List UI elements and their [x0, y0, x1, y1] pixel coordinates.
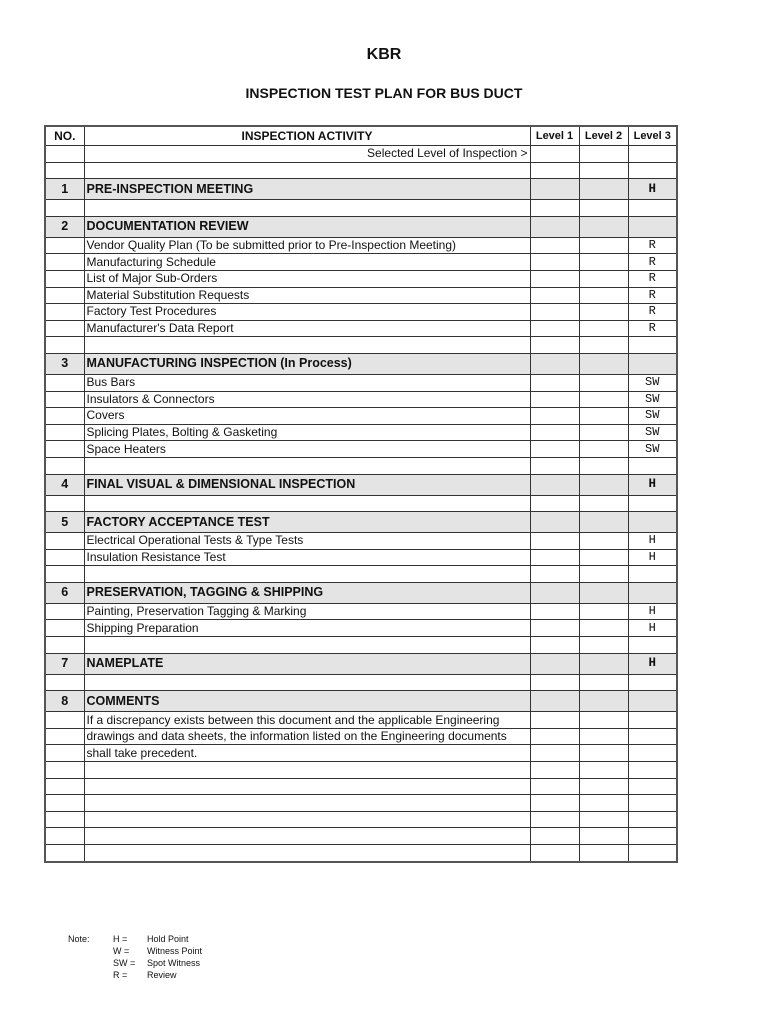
cell-empty [628, 200, 677, 217]
cell-empty [579, 566, 628, 583]
legend-value: Spot Witness [147, 958, 201, 968]
item-text: Shipping Preparation [84, 620, 530, 637]
cell-level3-code: SW [628, 391, 677, 408]
cell-empty [579, 146, 628, 163]
cell-empty [579, 778, 628, 795]
cell-empty [84, 795, 530, 812]
cell-empty [84, 162, 530, 179]
section-row [45, 691, 677, 712]
section-row [45, 653, 677, 674]
blank-row [45, 337, 677, 354]
cell-level3-code [628, 512, 677, 533]
blank-row [45, 828, 677, 845]
section-title: NAMEPLATE [84, 653, 530, 674]
section-row [45, 512, 677, 533]
item-row [45, 712, 677, 729]
cell-level2 [579, 320, 628, 337]
cell-level2 [579, 728, 628, 745]
cell-empty [45, 745, 84, 762]
cell-level3-code: R [628, 254, 677, 271]
cell-empty [45, 712, 84, 729]
cell-empty [628, 146, 677, 163]
cell-empty [530, 200, 579, 217]
cell-empty [579, 162, 628, 179]
cell-level3-code [628, 745, 677, 762]
cell-level1 [530, 216, 579, 237]
section-row [45, 353, 677, 374]
cell-empty [45, 457, 84, 474]
item-row [45, 270, 677, 287]
cell-level2 [579, 179, 628, 200]
item-row [45, 620, 677, 637]
cell-empty [45, 495, 84, 512]
cell-empty [45, 762, 84, 779]
blank-row [45, 495, 677, 512]
cell-empty [628, 337, 677, 354]
blank-row [45, 811, 677, 828]
cell-empty [84, 637, 530, 654]
cell-level3-code: R [628, 287, 677, 304]
cell-level3-code: H [628, 653, 677, 674]
cell-empty [530, 778, 579, 795]
cell-level2 [579, 391, 628, 408]
item-text: Space Heaters [84, 441, 530, 458]
cell-level1 [530, 745, 579, 762]
document-title [0, 85, 768, 101]
cell-level1 [530, 391, 579, 408]
cell-empty [84, 457, 530, 474]
section-number: 6 [45, 582, 84, 603]
cell-level1 [530, 474, 579, 495]
column-header-no: NO. [45, 126, 84, 146]
item-row [45, 533, 677, 550]
item-text: Bus Bars [84, 374, 530, 391]
cell-empty [628, 674, 677, 691]
cell-level2 [579, 549, 628, 566]
cell-level3-code [628, 691, 677, 712]
cell-level3-code: R [628, 270, 677, 287]
cell-empty [84, 200, 530, 217]
section-number: 4 [45, 474, 84, 495]
cell-empty [45, 304, 84, 321]
cell-empty [628, 162, 677, 179]
cell-empty [530, 146, 579, 163]
cell-empty [628, 845, 677, 862]
cell-level1 [530, 549, 579, 566]
cell-empty [530, 495, 579, 512]
section-number: 3 [45, 353, 84, 374]
blank-row [45, 162, 677, 179]
cell-empty [628, 566, 677, 583]
cell-empty [45, 811, 84, 828]
cell-level2 [579, 374, 628, 391]
item-row [45, 745, 677, 762]
cell-empty [579, 811, 628, 828]
cell-empty [45, 337, 84, 354]
item-text: Splicing Plates, Bolting & Gasketing [84, 424, 530, 441]
legend-key: R = [113, 970, 128, 980]
item-text: Electrical Operational Tests & Type Tests [84, 533, 530, 550]
cell-empty [579, 674, 628, 691]
cell-level1 [530, 408, 579, 425]
cell-empty [45, 391, 84, 408]
item-text: Insulation Resistance Test [84, 549, 530, 566]
item-text: Material Substitution Requests [84, 287, 530, 304]
cell-level1 [530, 603, 579, 620]
item-text: Manufacturing Schedule [84, 254, 530, 271]
cell-level1 [530, 353, 579, 374]
item-text: Covers [84, 408, 530, 425]
legend-key: W = [113, 946, 130, 956]
cell-empty [84, 337, 530, 354]
cell-empty [530, 674, 579, 691]
cell-empty [45, 549, 84, 566]
cell-empty [579, 845, 628, 862]
cell-level1 [530, 512, 579, 533]
section-title: FINAL VISUAL & DIMENSIONAL INSPECTION [84, 474, 530, 495]
cell-level2 [579, 533, 628, 550]
section-number: 1 [45, 179, 84, 200]
cell-level1 [530, 691, 579, 712]
cell-empty [45, 424, 84, 441]
cell-level3-code: R [628, 320, 677, 337]
cell-empty [628, 811, 677, 828]
item-row [45, 424, 677, 441]
cell-empty [628, 762, 677, 779]
cell-empty [530, 457, 579, 474]
cell-level2 [579, 691, 628, 712]
section-number: 7 [45, 653, 84, 674]
item-row [45, 320, 677, 337]
cell-empty [579, 457, 628, 474]
cell-level1 [530, 304, 579, 321]
cell-empty [45, 637, 84, 654]
cell-empty [628, 778, 677, 795]
cell-empty [45, 620, 84, 637]
company-name: KBR [366, 46, 402, 63]
cell-level3-code: SW [628, 374, 677, 391]
section-title: COMMENTS [84, 691, 530, 712]
cell-level3-code: R [628, 304, 677, 321]
cell-level2 [579, 512, 628, 533]
cell-empty [530, 637, 579, 654]
item-row [45, 254, 677, 271]
cell-empty [530, 845, 579, 862]
cell-level1 [530, 712, 579, 729]
cell-level2 [579, 582, 628, 603]
cell-empty [530, 162, 579, 179]
cell-level3-code: SW [628, 441, 677, 458]
cell-level2 [579, 653, 628, 674]
cell-empty [579, 337, 628, 354]
cell-empty [84, 845, 530, 862]
legend-item [113, 957, 263, 969]
cell-empty [45, 320, 84, 337]
legend-value: Hold Point [147, 934, 189, 944]
blank-row [45, 845, 677, 862]
legend-value: Witness Point [147, 946, 203, 956]
cell-empty [579, 828, 628, 845]
blank-row [45, 457, 677, 474]
section-row [45, 216, 677, 237]
item-row [45, 374, 677, 391]
cell-level2 [579, 216, 628, 237]
cell-empty [45, 162, 84, 179]
cell-level1 [530, 179, 579, 200]
item-row [45, 441, 677, 458]
cell-empty [84, 762, 530, 779]
cell-level3-code: H [628, 179, 677, 200]
section-number: 8 [45, 691, 84, 712]
legend-item [113, 969, 263, 981]
section-row [45, 179, 677, 200]
blank-row [45, 637, 677, 654]
column-header-level3: Level 3 [628, 126, 677, 146]
cell-level2 [579, 745, 628, 762]
item-row [45, 408, 677, 425]
header-row [45, 126, 677, 146]
cell-level2 [579, 712, 628, 729]
cell-level1 [530, 237, 579, 254]
cell-empty [530, 762, 579, 779]
cell-level3-code: H [628, 474, 677, 495]
cell-empty [84, 828, 530, 845]
item-text: drawings and data sheets, the information listed on the Engineering documents [84, 728, 530, 745]
cell-empty [45, 533, 84, 550]
cell-empty [579, 200, 628, 217]
cell-empty [530, 337, 579, 354]
cell-level2 [579, 474, 628, 495]
cell-empty [628, 795, 677, 812]
cell-level1 [530, 270, 579, 287]
cell-empty [628, 637, 677, 654]
selected-level-row [45, 146, 677, 163]
section-title: PRESERVATION, TAGGING & SHIPPING [84, 582, 530, 603]
cell-empty [84, 811, 530, 828]
cell-level1 [530, 287, 579, 304]
cell-empty [579, 762, 628, 779]
item-text: shall take precedent. [84, 745, 530, 762]
cell-level1 [530, 620, 579, 637]
item-row [45, 391, 677, 408]
cell-level3-code: SW [628, 408, 677, 425]
cell-empty [45, 237, 84, 254]
cell-empty [45, 441, 84, 458]
blank-row [45, 795, 677, 812]
item-text: Manufacturer's Data Report [84, 320, 530, 337]
cell-level1 [530, 728, 579, 745]
cell-level1 [530, 254, 579, 271]
cell-empty [45, 200, 84, 217]
cell-level1 [530, 533, 579, 550]
item-text: If a discrepancy exists between this document and the applicable Engineering [84, 712, 530, 729]
column-header-level1: Level 1 [530, 126, 579, 146]
cell-empty [45, 728, 84, 745]
cell-level3-code [628, 712, 677, 729]
cell-level2 [579, 424, 628, 441]
cell-level1 [530, 320, 579, 337]
cell-level1 [530, 441, 579, 458]
legend-item [113, 933, 263, 945]
cell-level1 [530, 582, 579, 603]
cell-empty [628, 495, 677, 512]
cell-empty [530, 811, 579, 828]
legend-value: Review [147, 970, 177, 980]
cell-empty [45, 270, 84, 287]
cell-empty [45, 146, 84, 163]
cell-level3-code: SW [628, 424, 677, 441]
cell-empty [45, 566, 84, 583]
blank-row [45, 778, 677, 795]
cell-empty [45, 795, 84, 812]
cell-empty [84, 566, 530, 583]
item-text: Insulators & Connectors [84, 391, 530, 408]
item-text: Factory Test Procedures [84, 304, 530, 321]
cell-level1 [530, 653, 579, 674]
inspection-test-plan-table [44, 125, 678, 863]
blank-row [45, 200, 677, 217]
cell-level3-code: R [628, 237, 677, 254]
cell-level2 [579, 353, 628, 374]
cell-level3-code [628, 353, 677, 374]
cell-level2 [579, 287, 628, 304]
section-row [45, 474, 677, 495]
cell-empty [84, 674, 530, 691]
cell-empty [45, 674, 84, 691]
item-row [45, 287, 677, 304]
cell-level3-code [628, 582, 677, 603]
item-row [45, 237, 677, 254]
cell-empty [84, 778, 530, 795]
cell-empty [530, 795, 579, 812]
legend-key: H = [113, 934, 128, 944]
cell-empty [45, 408, 84, 425]
selected-level-label: Selected Level of Inspection > [84, 146, 530, 163]
cell-empty [628, 828, 677, 845]
cell-empty [45, 778, 84, 795]
cell-level2 [579, 237, 628, 254]
cell-level2 [579, 304, 628, 321]
item-row [45, 728, 677, 745]
cell-level2 [579, 270, 628, 287]
cell-empty [45, 374, 84, 391]
item-text: Painting, Preservation Tagging & Marking [84, 603, 530, 620]
section-title: PRE-INSPECTION MEETING [84, 179, 530, 200]
section-title: DOCUMENTATION REVIEW [84, 216, 530, 237]
item-row [45, 603, 677, 620]
cell-empty [530, 566, 579, 583]
cell-level2 [579, 408, 628, 425]
cell-level3-code [628, 216, 677, 237]
legend-key: SW = [113, 958, 136, 968]
cell-level2 [579, 603, 628, 620]
column-header-activity: INSPECTION ACTIVITY [84, 126, 530, 146]
cell-level3-code: H [628, 620, 677, 637]
cell-empty [579, 795, 628, 812]
section-title: FACTORY ACCEPTANCE TEST [84, 512, 530, 533]
cell-empty [84, 495, 530, 512]
blank-row [45, 674, 677, 691]
cell-empty [579, 495, 628, 512]
item-text: List of Major Sub-Orders [84, 270, 530, 287]
section-number: 2 [45, 216, 84, 237]
cell-empty [579, 637, 628, 654]
section-title: MANUFACTURING INSPECTION (In Process) [84, 353, 530, 374]
cell-level2 [579, 254, 628, 271]
cell-empty [45, 845, 84, 862]
cell-empty [45, 828, 84, 845]
section-row [45, 582, 677, 603]
legend-list [113, 933, 263, 981]
cell-level3-code: H [628, 533, 677, 550]
item-row [45, 304, 677, 321]
cell-level3-code: H [628, 603, 677, 620]
cell-empty [530, 828, 579, 845]
cell-empty [628, 457, 677, 474]
blank-row [45, 762, 677, 779]
blank-row [45, 566, 677, 583]
cell-level2 [579, 441, 628, 458]
table-body [45, 126, 677, 862]
cell-empty [45, 254, 84, 271]
document-title-text: INSPECTION TEST PLAN FOR BUS DUCT [245, 85, 523, 101]
cell-level2 [579, 620, 628, 637]
item-text: Vendor Quality Plan (To be submitted prior to Pre-Inspection Meeting) [84, 237, 530, 254]
cell-level1 [530, 374, 579, 391]
cell-level3-code [628, 728, 677, 745]
cell-level1 [530, 424, 579, 441]
section-number: 5 [45, 512, 84, 533]
cell-level3-code: H [628, 549, 677, 566]
legend-item [113, 945, 263, 957]
cell-empty [45, 287, 84, 304]
item-row [45, 549, 677, 566]
cell-empty [45, 603, 84, 620]
note-label: Note: [68, 934, 90, 944]
column-header-level2: Level 2 [579, 126, 628, 146]
